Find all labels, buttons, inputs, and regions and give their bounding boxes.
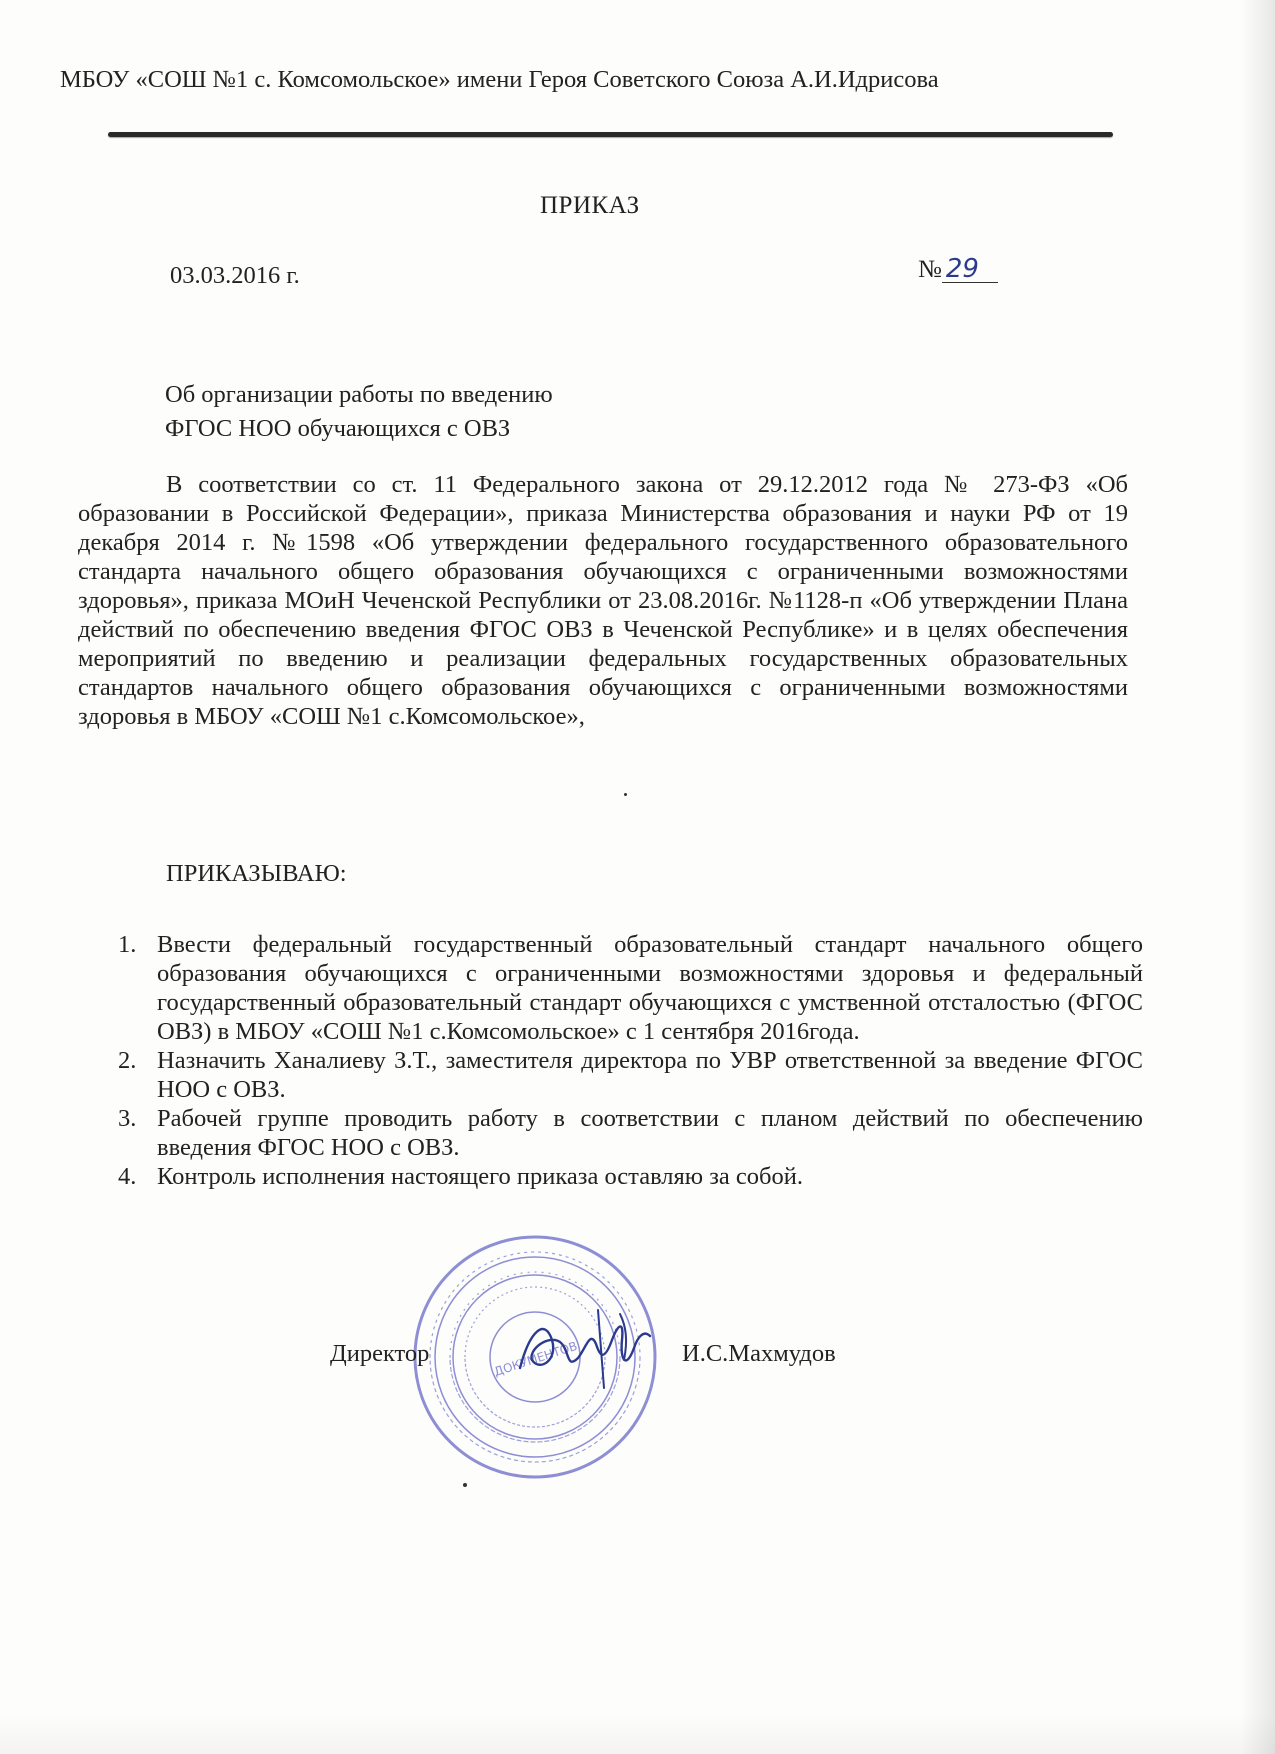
scan-edge-shadow xyxy=(1241,0,1275,1754)
subject-line-1: Об организации работы по введению xyxy=(165,381,553,408)
order-items-list xyxy=(118,930,1143,1191)
document-title: ПРИКАЗ xyxy=(540,192,640,219)
order-item-text: Ввести федеральный государственный образовательный стандарт начального общего образования обучающихся с ограниченными возможностями здоровья и федеральный государственный образовательный стандарт обучающихся с умственной отсталостью (ФГОС ОВЗ) в МБОУ «СОШ №1 с.Комсомольское» с 1 сентября 2016года. xyxy=(157,931,1143,1045)
order-item-number: 3. xyxy=(118,1105,137,1132)
signatory-name: И.С.Махмудов xyxy=(682,1340,836,1367)
document-number xyxy=(918,256,998,284)
order-item-number: 1. xyxy=(118,931,137,958)
number-sign: № xyxy=(918,256,942,283)
order-item xyxy=(118,1104,1143,1162)
organization-header: МБОУ «СОШ №1 с. Комсомольское» имени Героя Советского Союза А.И.Идрисова xyxy=(60,66,939,93)
document-subject xyxy=(165,378,553,446)
document-date: 03.03.2016 г. xyxy=(170,262,300,289)
header-divider xyxy=(108,132,1113,137)
preamble-paragraph: В соответствии со ст. 11 Федерального закона от 29.12.2012 года № 273-ФЗ «Об образовании в Российской Федерации», приказа Министерства образования и науки РФ от 19 декабря 2014 г. №1598 «Об утверждении федерального государственного образовательного стандарта начального общего образования обучающихся с ограниченными возможностями здоровья», приказа МОиН Чеченской Республики от 23.08.2016г. №1128-п «Об утверждении Плана действий по обеспечению введения ФГОС ОВЗ в Чеченской Республике» и в целях обеспечения мероприятий по введению и реализации федеральных государственных образовательных стандартов начального общего образования обучающихся с ограниченными возможностями здоровья в МБОУ «СОШ №1 с.Комсомольское», xyxy=(78,471,1128,730)
subject-line-2: ФГОС НОО обучающихся с ОВЗ xyxy=(165,415,511,442)
order-item-text: Рабочей группе проводить работу в соответствии с планом действий по обеспечению введения ФГОС НОО с ОВЗ. xyxy=(157,1105,1143,1161)
order-item xyxy=(118,930,1143,1046)
signature-block xyxy=(330,1330,1030,1390)
order-item xyxy=(118,1046,1143,1104)
order-item-number: 4. xyxy=(118,1163,137,1190)
scan-bottom-shadow xyxy=(0,1714,1275,1754)
scan-speck xyxy=(463,1483,467,1487)
order-item-number: 2. xyxy=(118,1047,137,1074)
signatory-role: Директор xyxy=(330,1340,430,1367)
order-item xyxy=(118,1162,1143,1191)
handwritten-number: 29 xyxy=(942,256,998,283)
scan-speck xyxy=(624,793,627,796)
order-item-text: Назначить Ханалиеву З.Т., заместителя директора по УВР ответственной за введение ФГОС НОО с ОВЗ. xyxy=(157,1047,1143,1103)
stamp-center-text: ДОКУМЕНТОВ xyxy=(492,1338,579,1379)
order-item-text: Контроль исполнения настоящего приказа оставляю за собой. xyxy=(157,1163,803,1190)
order-directive: ПРИКАЗЫВАЮ: xyxy=(166,860,347,887)
